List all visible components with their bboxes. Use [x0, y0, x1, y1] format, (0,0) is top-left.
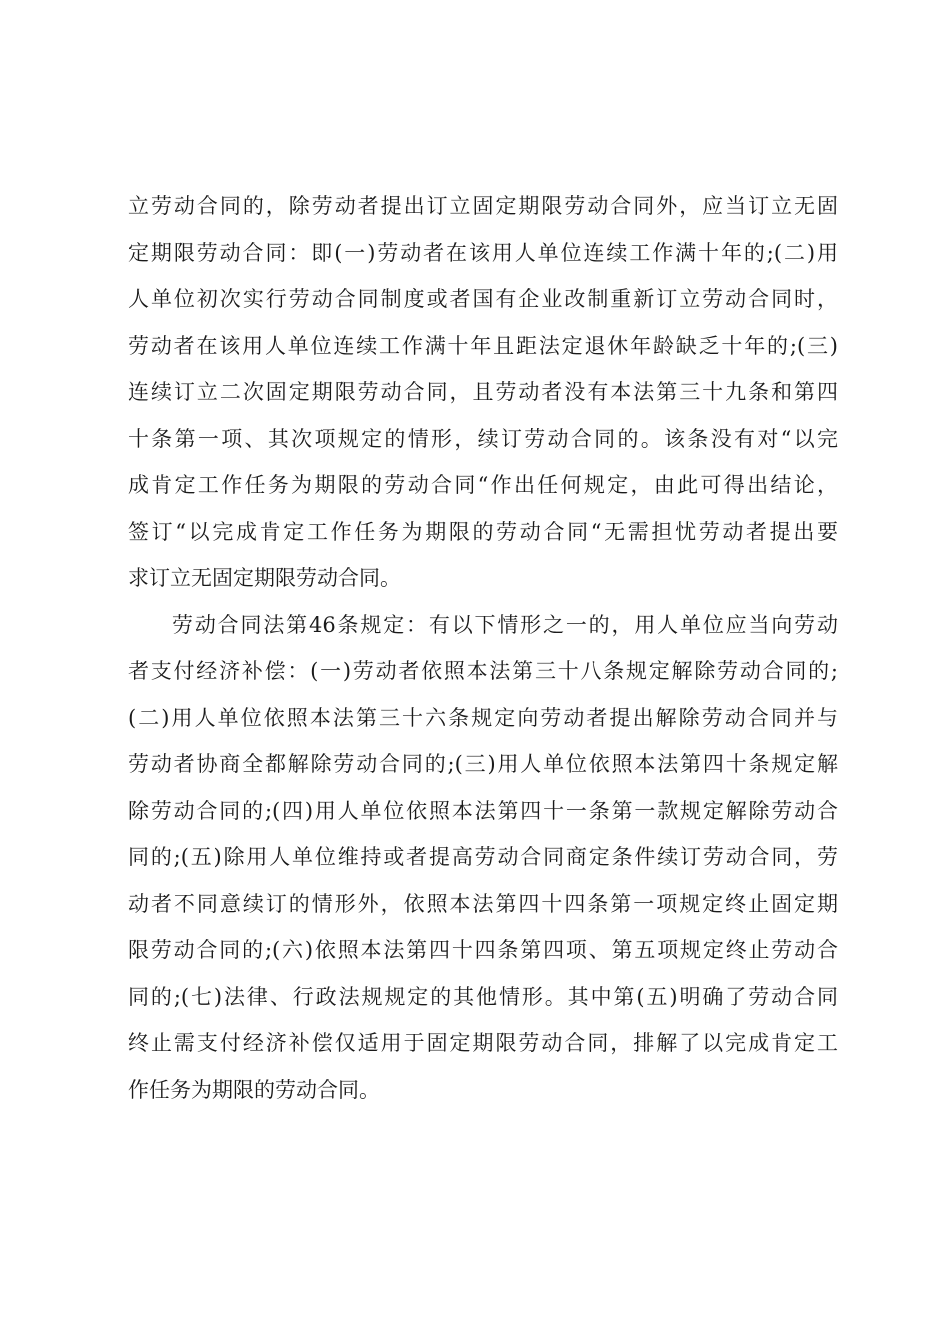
- text-line: (二)用人单位依照本法第三十六条规定向劳动者提出解除劳动合同并与: [128, 705, 838, 730]
- paragraph-2: [128, 602, 838, 1114]
- text-line: 劳动合同法第46条规定：有以下情形之一的，用人单位应当向劳动: [172, 612, 838, 637]
- text-line: 劳动者在该用人单位连续工作满十年且距法定退休年龄缺乏十年的;(三): [128, 333, 838, 358]
- paragraph-1: [128, 183, 838, 602]
- text-line: 十条第一项、其次项规定的情形，续订劳动合同的。该条没有对“以完: [128, 426, 838, 451]
- text-line: 劳动者协商全都解除劳动合同的;(三)用人单位依照本法第四十条规定解: [128, 752, 838, 776]
- text-line: 作任务为期限的劳动合同。: [128, 1077, 380, 1102]
- text-line: 同的;(七)法律、行政法规规定的其他情形。其中第(五)明确了劳动合同: [128, 984, 838, 1009]
- text-line: 签订“以完成肯定工作任务为期限的劳动合同“无需担忧劳动者提出要: [128, 519, 838, 544]
- text-line: 成肯定工作任务为期限的劳动合同“作出任何规定，由此可得出结论，: [128, 473, 838, 497]
- text-line: 动者不同意续订的情形外，依照本法第四十四条第一项规定终止固定期: [128, 891, 838, 916]
- document-body: [128, 183, 838, 1113]
- text-line: 立劳动合同的，除劳动者提出订立固定期限劳动合同外，应当订立无固: [128, 194, 838, 218]
- text-line: 人单位初次实行劳动合同制度或者国有企业改制重新订立劳动合同时，: [128, 287, 838, 311]
- text-line: 定期限劳动合同：即(一)劳动者在该用人单位连续工作满十年的;(二)用: [128, 240, 838, 265]
- text-line: 连续订立二次固定期限劳动合同，且劳动者没有本法第三十九条和第四: [128, 380, 838, 404]
- text-line: 同的;(五)除用人单位维持或者提高劳动合同商定条件续订劳动合同，劳: [128, 845, 838, 869]
- text-line: 除劳动合同的;(四)用人单位依照本法第四十一条第一款规定解除劳动合: [128, 798, 838, 823]
- text-line: 限劳动合同的;(六)依照本法第四十四条第四项、第五项规定终止劳动合: [128, 938, 838, 962]
- text-line: 求订立无固定期限劳动合同。: [128, 566, 401, 590]
- text-line: 者支付经济补偿：(一)劳动者依照本法第三十八条规定解除劳动合同的;: [128, 659, 838, 683]
- text-line: 终止需支付经济补偿仅适用于固定期限劳动合同，排解了以完成肯定工: [128, 1031, 838, 1055]
